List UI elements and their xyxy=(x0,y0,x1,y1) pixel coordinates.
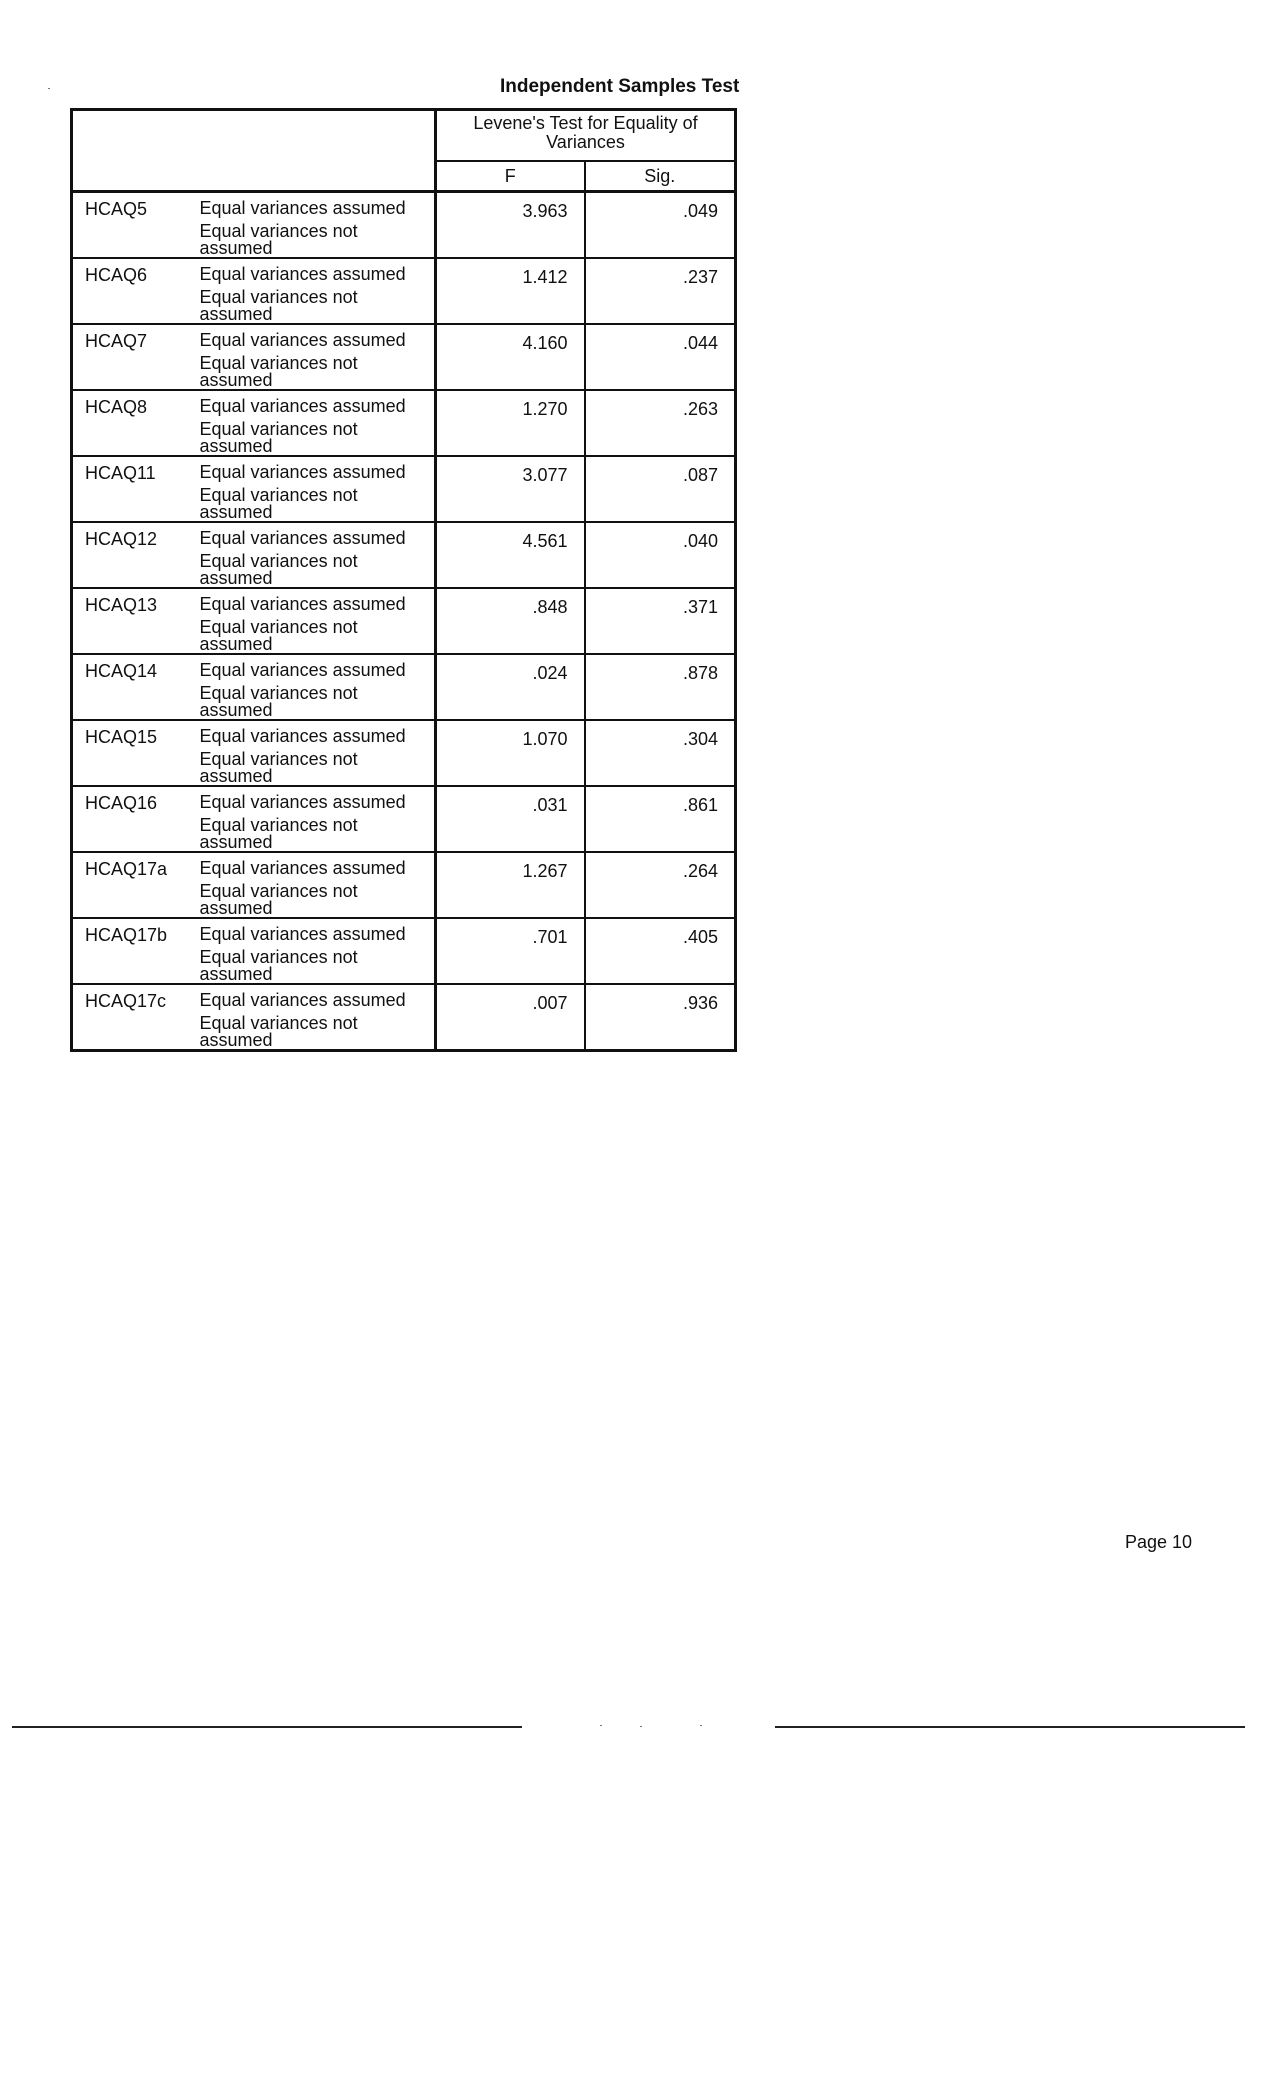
variance-assumption-cell xyxy=(190,456,436,522)
variable-name-cell: HCAQ17c xyxy=(72,984,190,1051)
equal-variances-not-assumed-label: Equal variances not assumed xyxy=(199,1013,358,1050)
header-blank-cell xyxy=(72,110,436,192)
table-row xyxy=(72,522,736,588)
equal-variances-assumed-label: Equal variances assumed xyxy=(199,396,406,416)
equal-variances-assumed-label: Equal variances assumed xyxy=(199,792,406,812)
scan-speck xyxy=(640,1726,642,1727)
variable-name-cell: HCAQ15 xyxy=(72,720,190,786)
sig-value-cell: .049 xyxy=(585,192,736,259)
equal-variances-not-assumed-label: Equal variances not assumed xyxy=(199,749,358,786)
variance-assumption-cell xyxy=(190,522,436,588)
variance-assumption-cell xyxy=(190,192,436,259)
variance-assumption-cell xyxy=(190,390,436,456)
table-row xyxy=(72,258,736,324)
variable-name-cell: HCAQ17a xyxy=(72,852,190,918)
f-value-cell: .848 xyxy=(436,588,585,654)
equal-variances-assumed-label: Equal variances assumed xyxy=(199,990,406,1010)
f-value-cell: 3.077 xyxy=(436,456,585,522)
sig-value-cell: .405 xyxy=(585,918,736,984)
variance-assumption-cell xyxy=(190,720,436,786)
table-row xyxy=(72,786,736,852)
equal-variances-not-assumed-label: Equal variances not assumed xyxy=(199,221,358,258)
equal-variances-not-assumed-label: Equal variances not assumed xyxy=(199,815,358,852)
f-value-cell: .024 xyxy=(436,654,585,720)
scan-speck xyxy=(600,1725,602,1726)
f-value-cell: .007 xyxy=(436,984,585,1051)
variable-name-cell: HCAQ14 xyxy=(72,654,190,720)
f-value-cell: .031 xyxy=(436,786,585,852)
equal-variances-assumed-label: Equal variances assumed xyxy=(199,528,406,548)
equal-variances-not-assumed-label: Equal variances not assumed xyxy=(199,881,358,918)
sig-value-cell: .087 xyxy=(585,456,736,522)
table-row xyxy=(72,984,736,1051)
variance-assumption-cell xyxy=(190,852,436,918)
sig-value-cell: .371 xyxy=(585,588,736,654)
equal-variances-assumed-label: Equal variances assumed xyxy=(199,198,406,218)
f-value-cell: .701 xyxy=(436,918,585,984)
table-row xyxy=(72,918,736,984)
page-number: Page 10 xyxy=(1125,1532,1193,1552)
variable-name-cell: HCAQ7 xyxy=(72,324,190,390)
equal-variances-not-assumed-label: Equal variances not assumed xyxy=(199,551,358,588)
equal-variances-not-assumed-label: Equal variances not assumed xyxy=(199,485,358,522)
equal-variances-not-assumed-label: Equal variances not assumed xyxy=(199,617,358,654)
variance-assumption-cell xyxy=(190,258,436,324)
footer-rule-left xyxy=(12,1726,522,1728)
variable-name-cell: HCAQ16 xyxy=(72,786,190,852)
column-header-f: F xyxy=(436,161,585,192)
f-value-cell: 4.160 xyxy=(436,324,585,390)
equal-variances-assumed-label: Equal variances assumed xyxy=(199,330,406,350)
f-value-cell: 1.070 xyxy=(436,720,585,786)
f-value-cell: 1.412 xyxy=(436,258,585,324)
page-title: Independent Samples Test xyxy=(500,76,740,97)
variable-name-cell: HCAQ8 xyxy=(72,390,190,456)
equal-variances-not-assumed-label: Equal variances not assumed xyxy=(199,287,358,324)
f-value-cell: 1.270 xyxy=(436,390,585,456)
table-row xyxy=(72,456,736,522)
variance-assumption-cell xyxy=(190,654,436,720)
sig-value-cell: .304 xyxy=(585,720,736,786)
table-row xyxy=(72,390,736,456)
equal-variances-assumed-label: Equal variances assumed xyxy=(199,858,406,878)
levene-test-header: Levene's Test for Equality of Variances xyxy=(436,110,736,162)
variable-name-cell: HCAQ13 xyxy=(72,588,190,654)
equal-variances-assumed-label: Equal variances assumed xyxy=(199,924,406,944)
table-row xyxy=(72,192,736,259)
variable-name-cell: HCAQ11 xyxy=(72,456,190,522)
variance-assumption-cell xyxy=(190,324,436,390)
variance-assumption-cell xyxy=(190,984,436,1051)
table-row xyxy=(72,588,736,654)
equal-variances-assumed-label: Equal variances assumed xyxy=(199,594,406,614)
independent-samples-test-table-container xyxy=(70,108,734,1052)
sig-value-cell: .878 xyxy=(585,654,736,720)
equal-variances-assumed-label: Equal variances assumed xyxy=(199,264,406,284)
equal-variances-not-assumed-label: Equal variances not assumed xyxy=(199,419,358,456)
table-row xyxy=(72,720,736,786)
variance-assumption-cell xyxy=(190,918,436,984)
footer-rule-right xyxy=(775,1726,1245,1728)
equal-variances-not-assumed-label: Equal variances not assumed xyxy=(199,353,358,390)
sig-value-cell: .936 xyxy=(585,984,736,1051)
f-value-cell: 1.267 xyxy=(436,852,585,918)
scan-speck xyxy=(700,1725,702,1726)
f-value-cell: 3.963 xyxy=(436,192,585,259)
variable-name-cell: HCAQ6 xyxy=(72,258,190,324)
equal-variances-not-assumed-label: Equal variances not assumed xyxy=(199,947,358,984)
equal-variances-assumed-label: Equal variances assumed xyxy=(199,726,406,746)
sig-value-cell: .237 xyxy=(585,258,736,324)
equal-variances-assumed-label: Equal variances assumed xyxy=(199,660,406,680)
variable-name-cell: HCAQ5 xyxy=(72,192,190,259)
variance-assumption-cell xyxy=(190,786,436,852)
sig-value-cell: .264 xyxy=(585,852,736,918)
table-row xyxy=(72,324,736,390)
sig-value-cell: .861 xyxy=(585,786,736,852)
equal-variances-not-assumed-label: Equal variances not assumed xyxy=(199,683,358,720)
column-header-sig: Sig. xyxy=(585,161,736,192)
sig-value-cell: .263 xyxy=(585,390,736,456)
variable-name-cell: HCAQ12 xyxy=(72,522,190,588)
table-body xyxy=(72,192,736,1051)
scan-speck xyxy=(48,88,50,89)
variance-assumption-cell xyxy=(190,588,436,654)
equal-variances-assumed-label: Equal variances assumed xyxy=(199,462,406,482)
variable-name-cell: HCAQ17b xyxy=(72,918,190,984)
table-row xyxy=(72,654,736,720)
sig-value-cell: .044 xyxy=(585,324,736,390)
table-row xyxy=(72,852,736,918)
sig-value-cell: .040 xyxy=(585,522,736,588)
f-value-cell: 4.561 xyxy=(436,522,585,588)
independent-samples-test-table xyxy=(70,108,737,1052)
